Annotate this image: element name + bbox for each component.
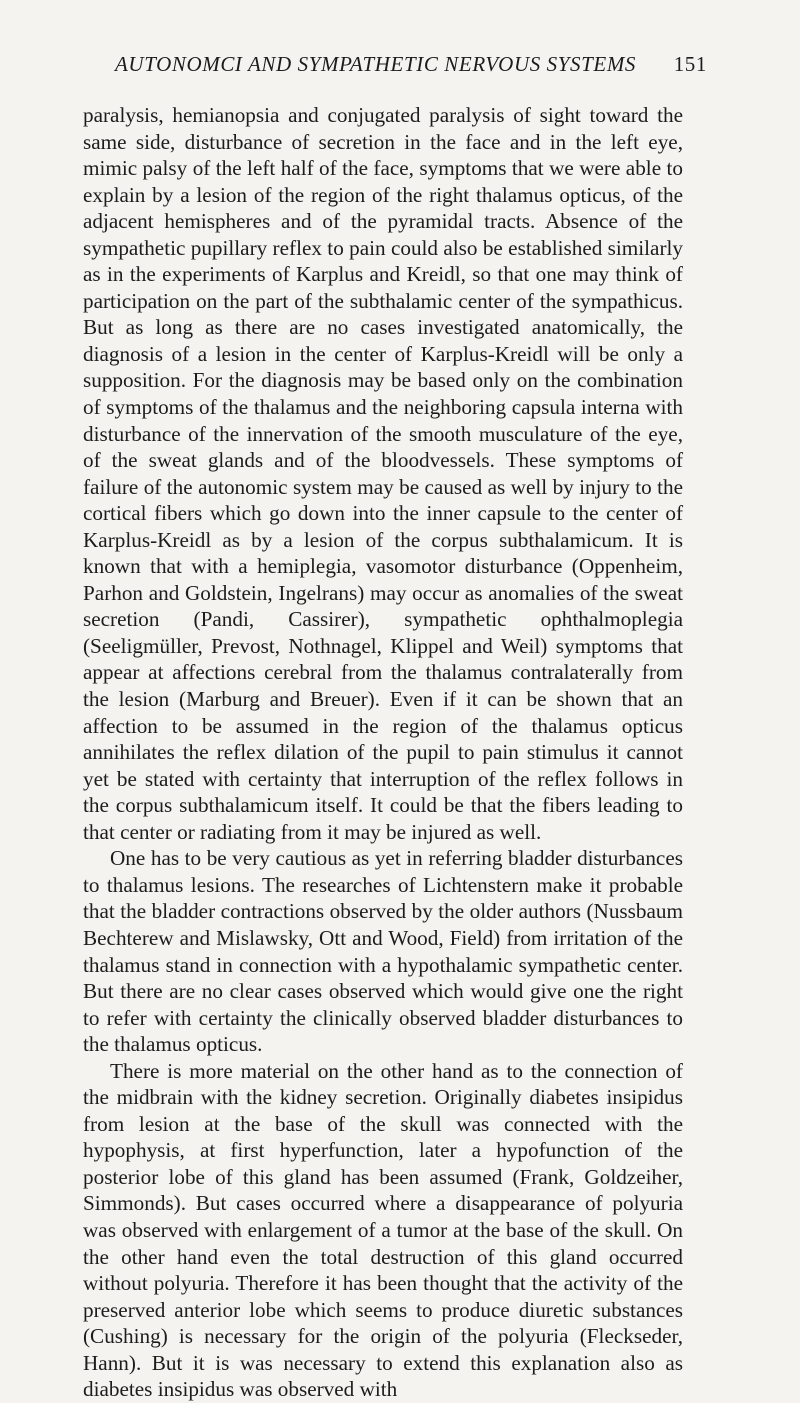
book-page	[83, 52, 707, 1403]
paragraph-continuation: paralysis, hemianopsia and conjugated paralysis of sight toward the same side, disturbance of secretion in the face and in the left eye, mimic palsy of the left half of the face, symptoms that we were able to explain by a lesion of the region of the right thalamus opticus, of the adjacent hemispheres and of the pyramidal tracts. Absence of the sympathetic pupillary reflex to pain could also be established similarly as in the experiments of Karplus and Kreidl, so that one may think of participation on the part of the subthalamic center of the sympathicus. But as long as there are no cases investigated anatomically, the diagnosis of a lesion in the center of Karplus-Kreidl will be only a supposition. For the diagnosis may be based only on the combination of symptoms of the thalamus and the neighboring capsula interna with disturbance of the innervation of the smooth musculature of the eye, of the sweat glands and of the bloodvessels. These symptoms of failure of the autonomic system may be caused as well by injury to the cortical fibers which go down into the inner capsule to the center of Karplus-Kreidl as by a lesion of the corpus subthalamicum. It is known that with a hemiplegia, vasomotor disturbance (Oppenheim, Parhon and Goldstein, Ingelrans) may occur as anomalies of the sweat secretion (Pandi, Cassirer), sympathetic ophthalmoplegia (Seeligmüller, Prevost, Nothnagel, Klippel and Weil) symptoms that appear at affections cerebral from the thalamus contralaterally from the lesion (Marburg and Breuer). Even if it can be shown that an affection to be assumed in the region of the thalamus opticus annihilates the reflex dilation of the pupil to pain stimulus it cannot yet be stated with certainty that interruption of the reflex follows in the corpus subthalamicum itself. It could be that the fibers leading to that center or radiating from it may be injured as well.	[83, 103, 683, 844]
paragraph-bladder: One has to be very cautious as yet in referring bladder disturbances to thalamus lesions. The researches of Lichtenstern make it probable that the bladder contractions observed by the older authors (Nussbaum Bechterew and Mislawsky, Ott and Wood, Field) from irritation of the thalamus stand in connection with a hypothalamic sympathetic center. But there are no clear cases observed which would give one the right to refer with certainty the clinically observed bladder disturbances to the thalamus opticus.	[83, 846, 683, 1057]
body-text	[83, 102, 683, 1403]
running-title: AUTONOMCI AND SYMPATHETIC NERVOUS SYSTEMS	[115, 52, 637, 76]
running-head	[83, 52, 707, 88]
paragraph-kidney: There is more material on the other hand as to the connection of the midbrain with the kidney secretion. Originally diabetes insipidus from lesion at the base of the skull was connected with the hypophysis, at first hyperfunction, later a hypofunction of the posterior lobe of this gland has been assumed (Frank, Goldzeiher, Simmonds). But cases occurred where a disappearance of polyuria was observed with enlargement of a tumor at the base of the skull. On the other hand even the total destruction of this gland occurred without polyuria. Therefore it has been thought that the activity of the preserved anterior lobe which seems to produce diuretic substances (Cushing) is necessary for the origin of the polyuria (Fleckseder, Hann). But it is was necessary to extend this explanation also as diabetes insipidus was observed with	[83, 1058, 683, 1402]
page-number: 151	[673, 52, 707, 76]
